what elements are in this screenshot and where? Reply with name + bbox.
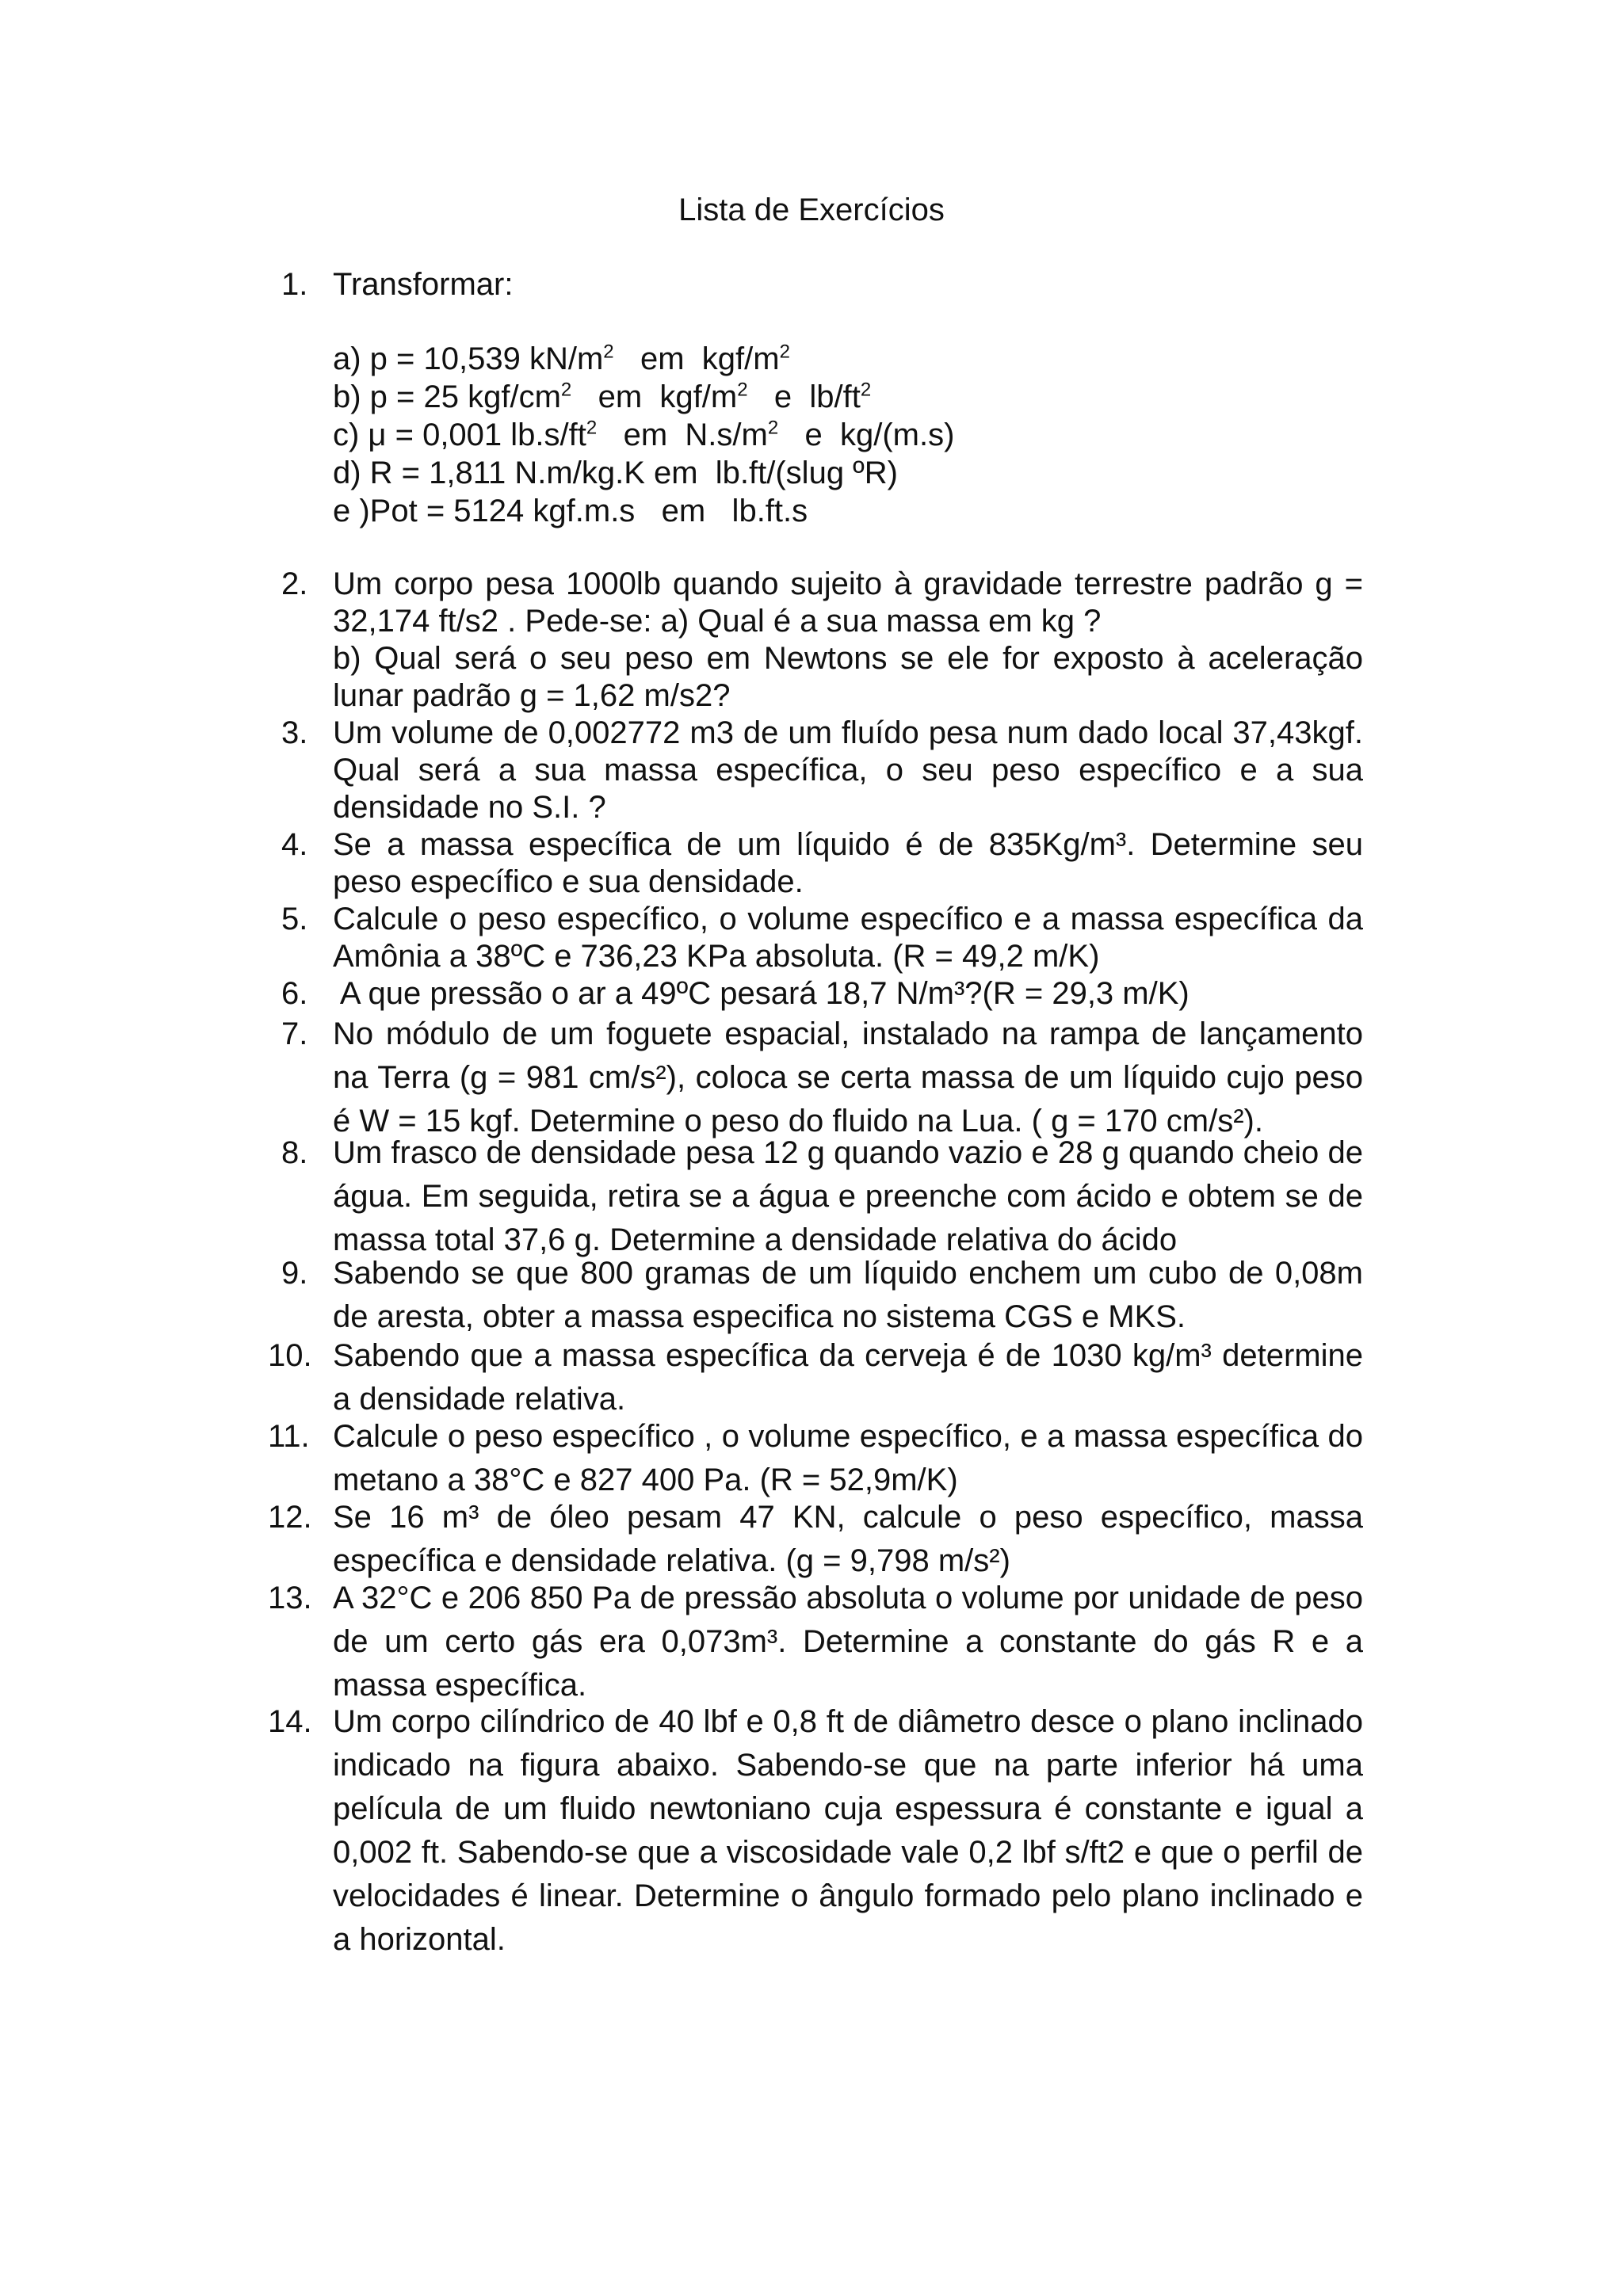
question-number: 7. — [281, 1016, 308, 1051]
question-text: Se a massa específica de um líquido é de 835Kg/m³. Determine seu peso específico e sua densidade. — [333, 827, 1363, 899]
question-text: Calcule o peso específico , o volume específico, e a massa específica do metano a 38°C e 827 400 Pa. (R = 52,9m/K) — [333, 1419, 1363, 1497]
question-text: Transformar: — [333, 267, 514, 302]
question-text: Calcule o peso específico, o volume específico e a massa específica da Amônia a 38ºC e 736,23 KPa absoluta. (R = 49,2 m/K) — [333, 902, 1363, 974]
question-text: Sabendo que a massa específica da cerveja é de 1030 kg/m³ determine a densidade relativa. — [333, 1338, 1363, 1417]
question-text: Um corpo pesa 1000lb quando sujeito à gravidade terrestre padrão g = 32,174 ft/s2 . Pede-se: a) Qual é a sua massa em kg ? — [333, 566, 1363, 639]
question-number: 14. — [268, 1704, 312, 1739]
question-number: 13. — [268, 1581, 312, 1615]
question-text: No módulo de um foguete espacial, instalado na rampa de lançamento na Terra (g = 981 cm/s²), coloca se certa massa de um líquido cujo peso é W = 15 kgf. Determine o peso do fluido na Lua. ( g = 170 cm/s²). — [333, 1016, 1363, 1138]
question-text: A 32°C e 206 850 Pa de pressão absoluta o volume por unidade de peso de um certo gás era 0,073m³. Determine a constante do gás R e a massa específica. — [333, 1581, 1363, 1703]
question-number: 11. — [268, 1419, 310, 1454]
question-number: 6. — [281, 976, 308, 1011]
question-number: 1. — [281, 267, 308, 302]
question-text: Um corpo cilíndrico de 40 lbf e 0,8 ft de diâmetro desce o plano inclinado indicado na figura abaixo. Sabendo-se que na parte inferior há uma película de um fluido newtoniano cuja espessura é constante e igual a 0,002 ft. Sabendo-se que a viscosidade vale 0,2 lbf s/ft2 e que o perfil de velocidades é linear. Determine o ângulo formado pelo plano inclinado e a horizontal. — [333, 1704, 1363, 1957]
question-number: 2. — [281, 566, 308, 601]
question-text: Um volume de 0,002772 m3 de um fluído pesa num dado local 37,43kgf. Qual será a sua massa específica, o seu peso específico e a sua densidade no S.I. ? — [333, 715, 1363, 825]
question-text: Um frasco de densidade pesa 12 g quando vazio e 28 g quando cheio de água. Em seguida, retira se a água e preenche com ácido e obtem se de massa total 37,6 g. Determine a densidade relativa do ácido — [333, 1135, 1363, 1257]
question-text: Sabendo se que 800 gramas de um líquido enchem um cubo de 0,08m de aresta, obter a massa especifica no sistema CGS e MKS. — [333, 1256, 1363, 1334]
question-number: 8. — [281, 1135, 308, 1170]
question-text: b) Qual será o seu peso em Newtons se ele for exposto à aceleração lunar padrão g = 1,62 m/s2? — [333, 641, 1363, 713]
question-text: A que pressão o ar a 49ºC pesará 18,7 N/m³?(R = 29,3 m/K) — [333, 976, 1190, 1011]
question-number: 10. — [268, 1338, 312, 1373]
question-number: 9. — [281, 1256, 308, 1291]
page-title: Lista de Exercícios — [678, 193, 945, 227]
question-number: 5. — [281, 902, 308, 936]
question-number: 4. — [281, 827, 308, 862]
question-text: Se 16 m³ de óleo pesam 47 KN, calcule o peso específico, massa específica e densidade relativa. (g = 9,798 m/s²) — [333, 1500, 1363, 1578]
question-number: 12. — [268, 1500, 312, 1535]
question-number: 3. — [281, 715, 308, 750]
